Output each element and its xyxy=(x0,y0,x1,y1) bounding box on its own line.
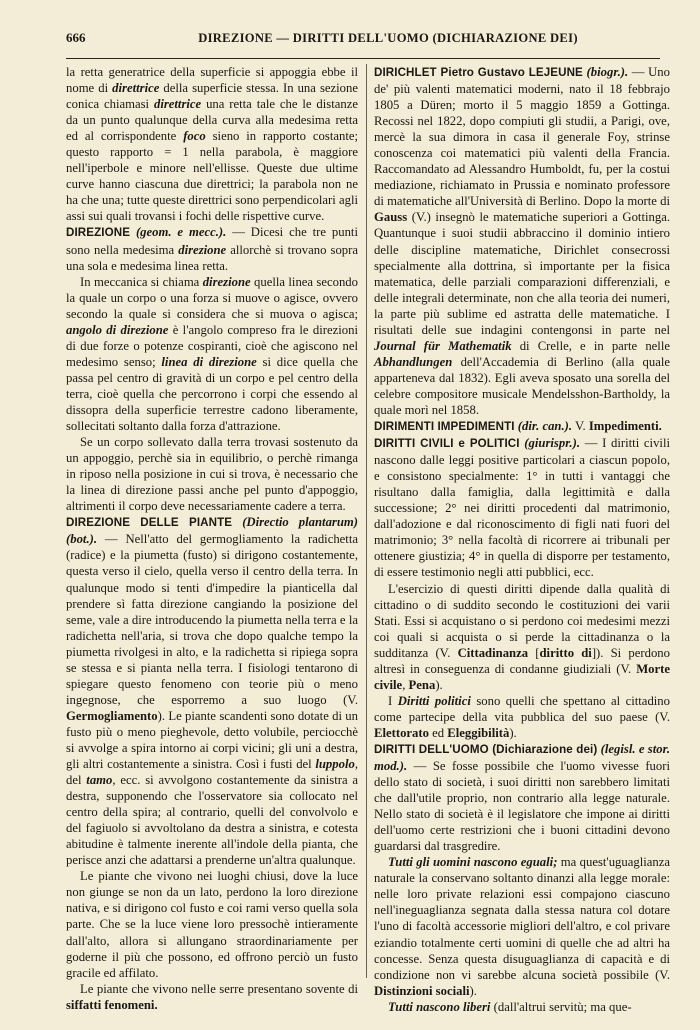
entry-dirimenti: DIRIMENTI IMPEDIMENTI (dir. can.). V. Impedimenti. xyxy=(374,419,662,434)
right-column xyxy=(374,64,671,1014)
headword: DIRITTI DELL'UOMO (Dichiarazione dei) xyxy=(374,742,598,756)
headword: DIREZIONE DELLE PIANTE xyxy=(66,516,233,530)
paragraph-luoghi-chiusi: Le piante che vivono nei luoghi chiusi, dove la luce non giunge se non da un lato, perdono la loro direzione nativa, e si dirigono col fusto e coi rami verso quella sola parte. Che se la luce viene loro pressochè intieramente dall'alto, allora si allungano straordinariamente per goderne il più che possono, ed offrono perciò un fusto gracile ed affilato. xyxy=(66,869,358,980)
paragraph-esercizio: L'esercizio di questi diritti dipende dalla qualità di cittadino o di suddito secondo le costituzioni dei varii Stati. Essi si acquistano o si perdono coi medesimi mezzi coi quali si acquista o si perde la cittadinanza o la sudditanza (V. Cittadinanza [diritto di]). Si perdono altresì in conseguenza di condanne giudiziali (V. Morte civile, Pena). xyxy=(374,581,670,692)
paragraph-appoggio: Se un corpo sollevato dalla terra trovasi sostenuto da un appoggio, perchè sia in equilibrio, o perchè rimanga in riposo nella posizione in cui si trova, è necessario che la linea di direzione passi anche pel punto d'appoggio, altrimenti il corpo deve necessariamente cadere a terra. xyxy=(66,435,358,514)
page-header xyxy=(66,30,660,52)
entry-direzione-geom: DIREZIONE (geom. e mecc.). — Dicesi che tre punti sono nella medesima direzione allorchè si trovano sopra una sola e medesima linea retta. xyxy=(66,225,358,273)
headword: DIREZIONE xyxy=(66,226,131,240)
header-rule xyxy=(66,58,660,59)
entry-diritti-civili: DIRITTI CIVILI e POLITICI (giurispr.). — I diritti civili nascono dalle leggi positive particolari a ciascun popolo, e consistono specialmente: 1° in tutti i vantaggi che risultano dalla famiglia, dalla legittimità e dalla successione; 2° nei diritti procedenti dal matrimonio, dall'adozione e dal riconoscimento di figli nati fuori del matrimonio; 3° nella facoltà di ricorrere ai tribunali per ottenere giustizia; 4° in quella di disporre per testamento, di essere testimonio negli atti pubblici, ecc. xyxy=(374,436,670,580)
entry-diritti-uomo: DIRITTI DELL'UOMO (Dichiarazione dei) (legisl. e stor. mod.). — Se fosse possibile che l'uomo vivesse fuori dello stato di società, i suoi diritti non sarebbero limitati che dall'utile proprio, non contrario alla legge naturale. Nello stato di società è il legislatore che impone ai diritti dell'uomo certe restrizioni che i buoni cittadini devono guardarsi dal trasgredire. xyxy=(374,741,671,854)
paragraph-nascono-liberi: Tutti nascono liberi (dall'altrui servitù; ma que- xyxy=(388,999,632,1014)
entry-direzione-piante: DIREZIONE DELLE PIANTE (Directio plantarum) (bot.). — Nell'atto del germogliamento la radichetta (radice) e la piumetta (fusto) si dirigono costantemente, questa verso il cielo, quella verso il centro della terra. In qualunque modo si tenti d'impedire la pianticella dal prendere sì fatta direzione cangiando la posizione del seme, vale a dire introducendo la piumetta nella terra e la radichetta nell'aria, si trova che dopo qualche tempo la piumetta rivolgesi in alto, e la radichetta si ripiega sopra se stessa e si pianta nella terra. I fisiologi tentarono di spiegare questo fenomeno con teorie più o meno ingegnose, che esporremo a suo luogo (V. Germogliamento). Le piante scandenti sono dotate di un fusto più o meno pieghevole, detto volubile, perciocchè si avvolge a spira intorno ai corpi vicini; gli uni a destra, gli altri costantemente a sinistra. Così i fusti del luppolo, del tamo, ecc. si avvolgono costantemente da sinistra a destra, supponendo che l'osservatore sia collocato nel centro della spira; al contrario, quelli del convolvolo e del fagiuolo si avvoltolano da destra a sinistra, e cotesta abitudine è talmente inerente all'indole della pianta, che perisce anzi che adattarsi a prenderne un'altra qualunque. xyxy=(66,515,358,868)
headword: DIRITTI CIVILI e POLITICI xyxy=(374,437,520,451)
paragraph-meccanica: In meccanica si chiama direzione quella linea secondo la quale un corpo o una forza si muove o agisce, ovvero secondo la quale si considera che si muova o agisca; angolo di direzione è l'angolo compreso fra le direzioni di due forze o potenze cospiranti, cioè che agiscono nel medesimo senso; linea di direzione si dice quella che passa pel centro di gravità di un corpo e pel centro della terra, cioè quella che percorrono i corpi che essendo al dissopra della superficie terrestre cadono liberamente, sollecitati soltanto dalla forza d'attrazione. xyxy=(66,274,358,434)
paragraph-diritti-politici: I Diritti politici sono quelli che spettano al cittadino come partecipe della vita pubblica del suo paese (V. Elettorato ed Eleggibilità). xyxy=(374,693,670,740)
left-column xyxy=(66,64,358,1012)
paragraph-uomini-eguali: Tutti gli uomini nascono eguali; ma quest'uguaglianza naturale la conservano soltanto dinanzi alla legge morale: nelle loro private relazioni essi compajono ciascuno nell'ineguaglianza segnata dalla stessa natura col dotare l'uno di facoltà accessorie migliori dell'altro, e col privare eziandio totalmente certi uomini di quelle che ad altri ha concesse. Senza questa disuguaglianza di capacità e di condizione non vi sarebbe alcuna società possibile (V. Distinzioni sociali). xyxy=(374,855,670,998)
column-divider xyxy=(366,64,367,978)
headword: DIRIMENTI IMPEDIMENTI xyxy=(374,420,515,434)
paragraph-direttrice: la retta generatrice della superficie si appoggia ebbe il nome di direttrice della superficie stessa. In una sezione conica chiamasi direttrice una retta tale che le distanze da un punto qualunque della curva alla medesima retta ed al corrispondente foco sieno in rapporto costante; questo rapporto = 1 nella parabola, è maggiore nell'iperbole e minore nell'ellisse. Queste due ultime curve hanno ciascuna due direttrici; la parabola non ne ha che una; tutte queste direttrici sono perpendicolari agli assi sui quali trovansi i fochi delle rispettive curve. xyxy=(66,65,358,224)
running-title: DIREZIONE — DIRITTI DELL'UOMO (DICHIARAZIONE DEI) xyxy=(198,31,578,45)
paragraph-serre: Le piante che vivono nelle serre presentano sovente di siffatti fenomeni. xyxy=(66,981,358,1012)
page-number: 666 xyxy=(66,30,86,45)
headword: DIRICHLET Pietro Gustavo LEJEUNE xyxy=(374,66,583,79)
entry-dirichlet: DIRICHLET Pietro Gustavo LEJEUNE (biogr.). — Uno de' più valenti matematici moderni, nato il 18 febbrajo 1805 a Düren; morto il 5 maggio 1859 a Gottinga. Recossi nel 1822, dopo compiuti gli studii, a Parigi, ove, mercè la sua dimora in casa il generale Foy, strinse conoscenza coi matematici più valenti della Francia. Raccomandato ad Alessandro Humboldt, fu, per la costui mediazione, richiamato in Prussia e nominato professore di matematiche all'Università di Berlino. Dopo la morte di Gauss (V.) insegnò le matematiche superiori a Gottinga. Quantunque i suoi studii abbraccino il dominio intiero delle discipline matematiche, Dirichlet consecrossi specialmente alla dottrina, sì importante per la fisica matematica, delle parziali comparazioni differenziali, e delle integrali determinate, non che alla teoria dei numeri, la parte più sublime ed astratta delle matematiche. I risultati delle sue indagini contengonsi in parte nel Journal für Mathematik di Crelle, e in parte nelle Abhandlungen dell'Accademia di Berlino (alla quale apparteneva dal 1832). Egli aveva sposato una sorella del celebre compositore musicale Mendelsshon-Bartholdy, la quale morì nel 1858. xyxy=(374,65,670,417)
